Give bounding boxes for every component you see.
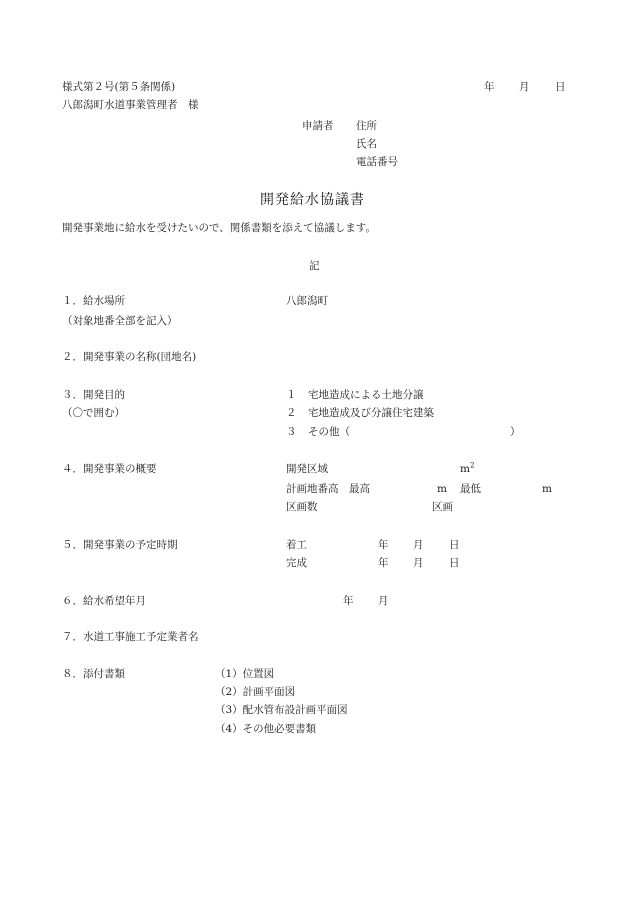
applicant-label: 申請者 (302, 120, 334, 132)
purpose-option-1-text: 宅地造成による土地分譲 (308, 389, 424, 401)
development-area-unit: $m^2$ (460, 461, 475, 475)
applicant-address-label: 住所 (356, 120, 377, 132)
height-min-unit: m (542, 483, 552, 495)
applicant-phone-label: 電話番号 (356, 156, 398, 168)
purpose-other-close: ） (510, 426, 521, 438)
ki-heading: 記 (309, 260, 320, 272)
end-day: 日 (449, 557, 460, 569)
end-label: 完成 (286, 557, 307, 569)
item7-label: ７．水道工事施工予定業者名 (62, 631, 199, 643)
height-max-unit: m (437, 483, 447, 495)
applicant-name-label: 氏名 (356, 138, 377, 150)
purpose-option-1-num: １ (286, 389, 297, 401)
end-year: 年 (378, 557, 389, 569)
lots-label: 区画数 (286, 501, 318, 513)
lots-unit: 区画 (432, 501, 453, 513)
item6-label: ６．給水希望年月 (62, 595, 146, 607)
item2-label: ２．開発事業の名称(団地名) (62, 351, 197, 363)
document-title: 開発給水協議書 (260, 192, 365, 208)
purpose-option-3-num: ３ (286, 426, 297, 438)
height-min-label: 最低 (460, 483, 481, 495)
item3-note: （〇で囲む） (62, 407, 125, 419)
purpose-option-3-text: その他（ (308, 426, 350, 438)
start-label: 着工 (286, 539, 307, 551)
start-year: 年 (378, 539, 389, 551)
item1-value: 八郎潟町 (286, 295, 328, 307)
date-month-label: 月 (519, 81, 530, 93)
item4-label: ４．開発事業の概要 (62, 463, 157, 475)
addressee: 八郎潟町水道事業管理者 様 (62, 99, 199, 111)
date-day-label: 日 (555, 81, 566, 93)
date-year-label: 年 (484, 81, 495, 93)
attachment-doc-1: （1）位置図 (215, 668, 275, 680)
item8-label: ８．添付書類 (62, 668, 125, 680)
development-area-label: 開発区域 (286, 463, 328, 475)
attachment-doc-4: （4）その他必要書類 (215, 723, 317, 735)
start-day: 日 (449, 539, 460, 551)
start-month: 月 (413, 539, 424, 551)
desired-month: 月 (378, 595, 389, 607)
intro-text: 開発事業地に給水を受けたいので、関係書類を添えて協議します。 (62, 222, 376, 234)
item3-label: ３．開発目的 (62, 389, 125, 401)
attachment-doc-2: （2）計画平面図 (215, 686, 296, 698)
item5-label: ５．開発事業の予定時期 (62, 539, 178, 551)
planned-height-label: 計画地番高 最高 (286, 483, 370, 495)
item1-label: １．給水場所 (62, 295, 125, 307)
desired-year: 年 (343, 595, 354, 607)
end-month: 月 (413, 557, 424, 569)
purpose-option-2-num: ２ (286, 407, 297, 419)
item1-note: （対象地番全部を記入） (62, 315, 178, 327)
form-number: 様式第２号(第５条関係) (62, 81, 176, 93)
purpose-option-2-text: 宅地造成及び分譲住宅建築 (308, 407, 434, 419)
attachment-doc-3: （3）配水管布設計画平面図 (215, 704, 348, 716)
